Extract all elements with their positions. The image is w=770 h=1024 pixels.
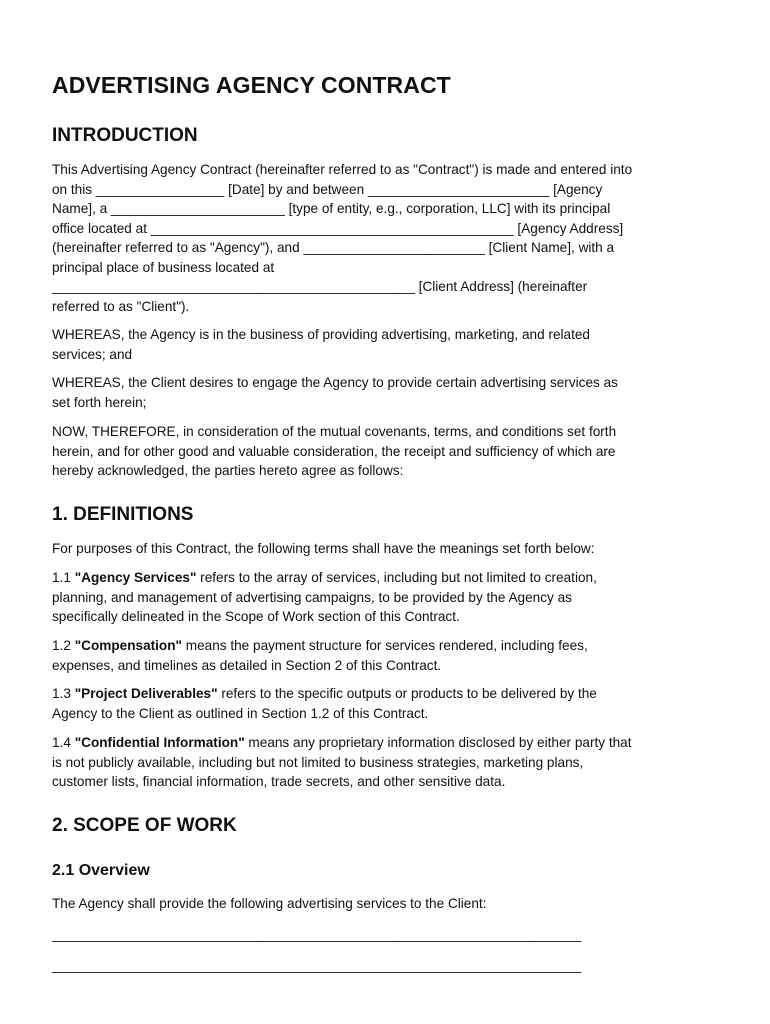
- definition-text: refers to the array of services, including but not limited to creation,: [196, 570, 597, 585]
- definition-item: [52, 636, 722, 675]
- definition-first-line: [52, 733, 722, 753]
- definition-first-line: [52, 636, 722, 656]
- introduction-line: office located at ________________________________________________ [Agency Address]: [52, 220, 624, 236]
- definitions-heading: 1. DEFINITIONS: [52, 504, 194, 525]
- introduction-line: (hereinafter referred to as "Agency"), and ________________________ [Client Name], with a: [52, 240, 615, 255]
- definition-first-line: [52, 568, 722, 588]
- now-therefore-line: NOW, THEREFORE, in consideration of the mutual covenants, terms, and conditions set forth: [52, 424, 617, 439]
- definition-text: refers to the specific outputs or products to be delivered by the: [217, 686, 597, 701]
- definition-item: [52, 733, 722, 792]
- whereas-line: WHEREAS, the Client desires to engage the Agency to provide certain advertising services as: [52, 375, 618, 390]
- introduction-paragraph: [52, 160, 722, 316]
- definition-line: customer lists, financial information, trade secrets, and other sensitive data.: [52, 774, 506, 789]
- blank-fill-line[interactable]: ______________________________________________________________________: [52, 958, 582, 973]
- now-therefore-line: herein, and for other good and valuable consideration, the receipt and sufficiency of which are: [52, 443, 616, 459]
- definition-line: specifically delineated in the Scope of Work section of this Contract.: [52, 609, 460, 624]
- introduction-line: ________________________________________________ [Client Address] (hereinafter: [52, 279, 588, 294]
- definition-text: means the payment structure for services rendered, including fees,: [181, 638, 588, 653]
- definition-line: expenses, and timelines as detailed in Section 2 of this Contract.: [52, 657, 442, 673]
- definition-item: [52, 568, 722, 627]
- introduction-line: on this _________________ [Date] by and between ________________________ [Agency: [52, 181, 603, 197]
- whereas-paragraph-1: [52, 325, 722, 364]
- blank-fill-line[interactable]: ______________________________________________________________________: [52, 927, 582, 942]
- introduction-heading: INTRODUCTION: [52, 125, 198, 146]
- definition-term: "Project Deliverables": [74, 686, 218, 701]
- overview-subheading: 2.1 Overview: [52, 862, 150, 879]
- introduction-line: referred to as "Client").: [52, 298, 190, 314]
- definition-line: Agency to the Client as outlined in Section 1.2 of this Contract.: [52, 705, 429, 721]
- introduction-line: principal place of business located at: [52, 259, 275, 275]
- whereas-line: WHEREAS, the Agency is in the business of providing advertising, marketing, and related: [52, 327, 590, 342]
- whereas-paragraph-2: [52, 373, 722, 412]
- definition-item: [52, 684, 722, 723]
- definition-term: "Compensation": [74, 638, 182, 653]
- scope-intro-line: The Agency shall provide the following advertising services to the Client:: [52, 896, 487, 911]
- whereas-line: set forth herein;: [52, 394, 147, 410]
- definition-term: "Agency Services": [74, 570, 197, 585]
- definition-line: planning, and management of advertising campaigns, to be provided by the Agency as: [52, 589, 572, 605]
- scope-of-work-heading: 2. SCOPE OF WORK: [52, 815, 237, 836]
- definition-text: means any proprietary information disclosed by either party that: [244, 735, 632, 750]
- definition-number: 1.3: [52, 686, 71, 701]
- definition-number: 1.2: [52, 638, 71, 653]
- scope-intro: [52, 894, 722, 914]
- definition-number: 1.1: [52, 570, 71, 585]
- whereas-line: services; and: [52, 346, 133, 362]
- now-therefore-paragraph: [52, 422, 722, 481]
- definition-term: "Confidential Information": [74, 735, 245, 750]
- document-title: ADVERTISING AGENCY CONTRACT: [52, 72, 451, 98]
- introduction-line: This Advertising Agency Contract (hereinafter referred to as "Contract") is made and entered into: [52, 162, 633, 177]
- definitions-intro: [52, 539, 722, 559]
- introduction-line: Name], a _______________________ [type of entity, e.g., corporation, LLC] with its principal: [52, 201, 611, 216]
- definition-first-line: [52, 684, 722, 704]
- now-therefore-line: hereby acknowledged, the parties hereto agree as follows:: [52, 463, 404, 478]
- definition-line: is not publicly available, including but not limited to business strategies, marketing plans,: [52, 754, 584, 770]
- definition-number: 1.4: [52, 735, 71, 750]
- definitions-intro-line: For purposes of this Contract, the following terms shall have the meanings set forth below:: [52, 541, 595, 556]
